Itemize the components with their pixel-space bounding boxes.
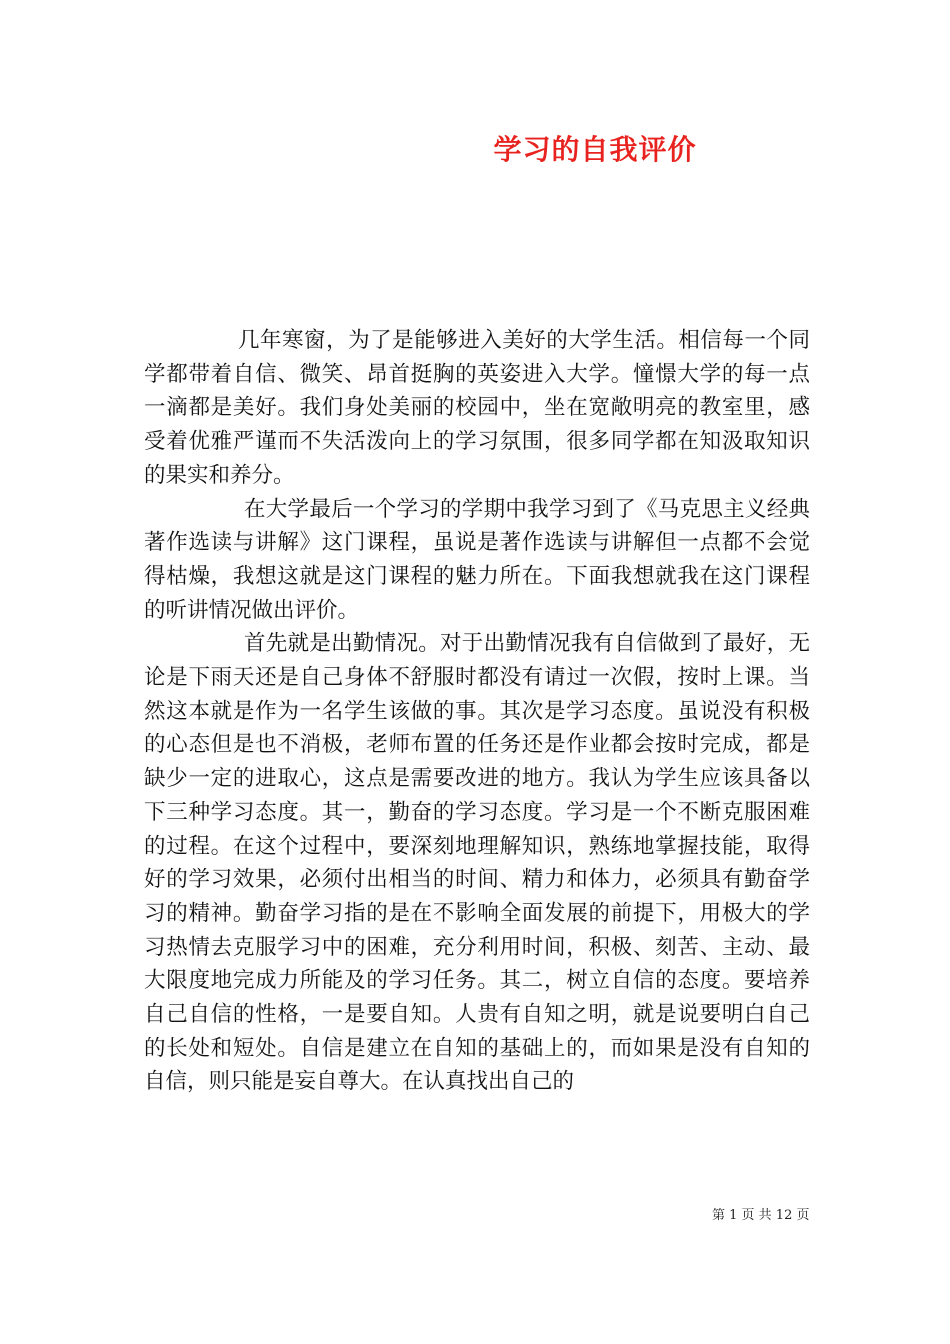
paragraph-3: 首先就是出勤情况。对于出勤情况我有自信做到了最好，无论是下雨天还是自己身体不舒服时都没有请过一次假，按时上课。当然这本就是作为一名学生该做的事。其次是学习态度。虽说没有积极的心态但是也不消极，老师布置的任务还是作业都会按时完成，都是缺少一定的进取心，这点是需要改进的地方。我认为学生应该具备以下三种学习态度。其一，勤奋的学习态度。学习是一个不断克服困难的过程。在这个过程中，要深刻地理解知识，熟练地掌握技能，取得好的学习效果，必须付出相当的时间、精力和体力，必须具有勤奋学习的精神。勤奋学习指的是在不影响全面发展的前提下，用极大的学习热情去克服学习中的困难，充分利用时间，积极、刻苦、主动、最大限度地完成力所能及的学习任务。其二，树立自信的态度。要培养自己自信的性格，一是要自知。人贵有自知之明，就是说要明白自己的长处和短处。自信是建立在自知的基础上的，而如果是没有自知的自信，则只能是妄自尊大。在认真找出自己的 [144,631,810,1095]
page-number-footer: 第 1 页 共 12 页 [712,1208,810,1223]
paragraph-1: 几年寒窗，为了是能够进入美好的大学生活。相信每一个同学都带着自信、微笑、昂首挺胸的英姿进入大学。憧憬大学的每一点一滴都是美好。我们身处美丽的校园中，坐在宽敞明亮的教室里，感受着优雅严谨而不失活泼向上的学习氛围，很多同学都在知汲取知识的果实和养分。 [144,328,810,488]
paragraph-2: 在大学最后一个学习的学期中我学习到了《马克思主义经典著作选读与讲解》这门课程，虽说是著作选读与讲解但一点都不会觉得枯燥，我想这就是这门课程的魅力所在。下面我想就我在这门课程的听讲情况做出评价。 [144,496,810,623]
document-title: 学习的自我评价 [493,133,697,166]
document-body [144,324,810,1099]
